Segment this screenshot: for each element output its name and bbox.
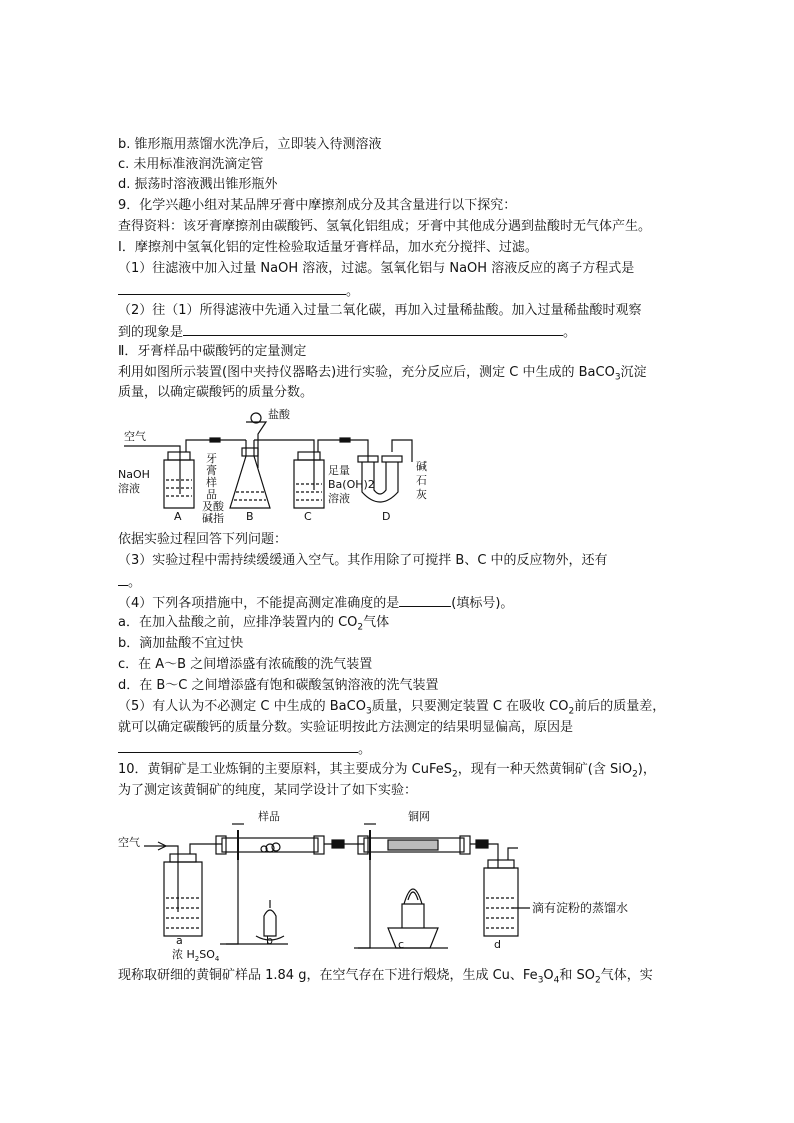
q9-intro: 9．化学兴趣小组对某品牌牙膏中摩擦剂成分及其含量进行以下探究： — [118, 198, 517, 213]
answer-blank[interactable] — [118, 280, 346, 295]
label-sample: 样品 — [258, 810, 280, 823]
label-excess: 足量 — [328, 464, 350, 477]
label-conc-sulfuric-acid: 浓 $H_2SO_4$ — [172, 948, 220, 962]
label-naoh: NaOH — [118, 468, 150, 481]
q9-sub2: （2）往（1）所得滤液中先通入过量二氧化碳，再加入过量稀盐酸。加入过量稀盐酸时观察 — [118, 303, 642, 318]
label-a: A — [174, 510, 182, 523]
q10-intro-2: 为了测定该黄铜矿的纯度，某同学设计了如下实验： — [118, 783, 418, 798]
svg-text:石: 石 — [416, 474, 427, 487]
label-hydrochloric-acid: 盐酸 — [268, 408, 290, 421]
label-b: B — [246, 510, 254, 523]
label-copper-mesh: 铜网 — [408, 810, 430, 823]
q10-intro: 10．黄铜矿是工业炼铜的主要原料，其主要成分为 CuFeS$_2$，现有一种天然黄铜矿(含 SiO$_2$)， — [118, 762, 656, 780]
q8-option-d: d. 振荡时溶液溅出锥形瓶外 — [118, 177, 278, 192]
label-air: 空气 — [118, 836, 140, 849]
q9-sub4-option-b: b．滴加盐酸不宜过快 — [118, 636, 244, 651]
label-baoh2: Ba(OH)2 — [328, 478, 375, 491]
q9-answer-intro: 依据实验过程回答下列问题： — [118, 532, 288, 547]
svg-text:碱指: 碱指 — [202, 512, 224, 523]
answer-blank[interactable] — [183, 321, 563, 336]
svg-text:及酸: 及酸 — [202, 500, 224, 513]
q9-sub4-option-c: c．在 A～B 之间增添盛有浓硫酸的洗气装置 — [118, 657, 373, 672]
label-b: b — [266, 934, 273, 947]
q9-sub3-answer: 。 — [118, 571, 141, 593]
q9-sub4-option-d: d．在 B～C 之间增添盛有饱和碳酸氢钠溶液的洗气装置 — [118, 678, 439, 693]
label-naoh-solution: 溶液 — [118, 482, 140, 495]
answer-blank[interactable] — [399, 592, 451, 607]
apparatus-figure-1 — [118, 408, 438, 523]
q10-text: 现称取研细的黄铜矿样品 1.84 g，在空气存在下进行煅烧，生成 Cu、$Fe_3O_4$和 $SO_2$气体，实 — [118, 968, 653, 986]
svg-text:品: 品 — [206, 488, 217, 501]
q9-sub2-answer: 到的现象是 。 — [118, 321, 576, 343]
q9-sub4-option-a: a．在加入盐酸之前，应排净装置内的 $CO_2$气体 — [118, 615, 390, 633]
q9-part1-title: Ⅰ．摩擦剂中氢氧化铝的定性检验取适量牙膏样品，加水充分搅拌、过滤。 — [118, 240, 538, 255]
label-c: C — [304, 510, 312, 523]
svg-text:碱: 碱 — [416, 460, 427, 473]
label-d: D — [382, 510, 391, 523]
svg-text:灰: 灰 — [416, 488, 427, 501]
answer-blank[interactable] — [118, 571, 128, 586]
label-a: a — [176, 934, 183, 947]
q9-sub1: （1）往滤液中加入过量 NaOH 溶液，过滤。氢氧化铝与 NaOH 溶液反应的离子方程式是 — [118, 261, 635, 276]
label-air: 空气 — [124, 430, 146, 443]
apparatus-figure-2 — [118, 804, 678, 962]
q9-sub5: （5）有人认为不必测定 C 中生成的 BaCO$_3$质量，只要测定装置 C 在吸收 $CO_2$前后的质量差， — [118, 699, 666, 717]
label-c: c — [398, 938, 405, 951]
svg-text:膏: 膏 — [206, 464, 217, 477]
label-starch-water: 滴有淀粉的蒸馏水 — [532, 901, 629, 915]
label-baoh2-solution: 溶液 — [328, 492, 350, 505]
q9-info: 查得资料：该牙膏摩擦剂由碳酸钙、氢氧化铝组成；牙膏中其他成分遇到盐酸时无气体产生。 — [118, 219, 652, 234]
q9-part2-title: Ⅱ．牙膏样品中碳酸钙的定量测定 — [118, 344, 307, 359]
q9-part2-text-2: 质量，以确定碳酸钙的质量分数。 — [118, 385, 314, 400]
q9-sub5-line2: 就可以确定碳酸钙的质量分数。实验证明按此方法测定的结果明显偏高，原因是 — [118, 720, 574, 735]
q9-sub3: （3）实验过程中需持续缓缓通入空气。其作用除了可搅拌 B、C 中的反应物外，还有 — [118, 553, 608, 568]
q9-sub5-answer: 。 — [118, 738, 371, 760]
svg-text:牙: 牙 — [206, 452, 217, 465]
q9-sub1-answer: 。 — [118, 280, 359, 302]
svg-text:样: 样 — [206, 476, 217, 489]
label-d: d — [494, 938, 501, 951]
q9-part2-text: 利用如图所示装置(图中夹持仪器略去)进行实验，充分反应后，测定 C 中生成的 BaCO$_3$沉淀 — [118, 365, 647, 383]
answer-blank[interactable] — [118, 738, 358, 753]
q9-sub4: （4）下列各项措施中，不能提高测定准确度的是 (填标号)。 — [118, 592, 513, 614]
q8-option-b: b. 锥形瓶用蒸馏水洗净后，立即装入待测溶液 — [118, 137, 382, 152]
q8-option-c: c. 未用标准液润洗滴定管 — [118, 157, 264, 172]
